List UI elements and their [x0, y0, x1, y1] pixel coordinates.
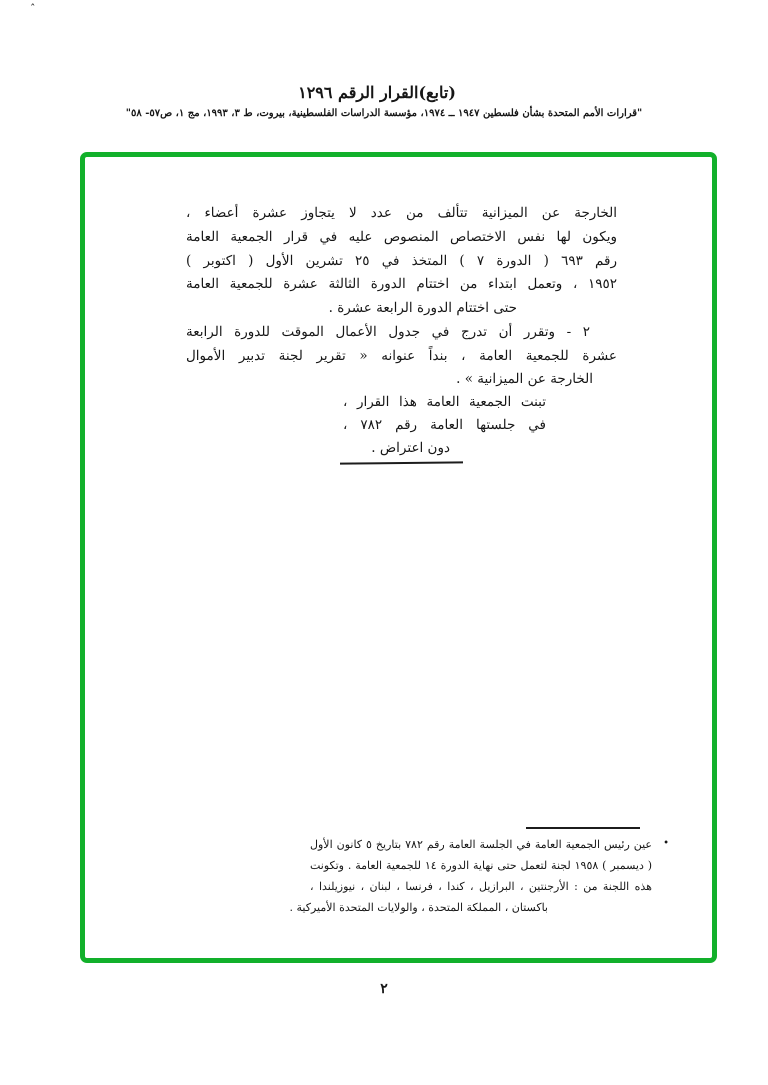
footnote-divider-rule — [526, 827, 640, 829]
body-line: عشرة للجمعية العامة ، بنداً عنوانه « تقرير لجنة تدبير الأموال — [186, 348, 617, 364]
adoption-line: في جلستها العامة رقم ٧٨٢ ، — [343, 417, 546, 433]
footnote-line: ( ديسمبر ) ١٩٥٨ لجنة لتعمل حتى نهاية الدورة ١٤ للجمعية العامة . وتكونت — [310, 859, 653, 872]
body-line: حتى اختتام الدورة الرابعة عشرة . — [328, 300, 517, 316]
page-number: ٢ — [380, 981, 388, 997]
adoption-line: دون اعتراض . — [371, 440, 450, 456]
adoption-line: تبنت الجمعية العامة هذا القرار ، — [343, 394, 546, 410]
body-line: ٢ - وتقرر أن تدرج في جدول الأعمال الموقت للدورة الرابعة — [186, 324, 590, 340]
footnote-line: هذه اللجنة من : الأرجنتين ، البرازيل ، كندا ، فرنسا ، لبنان ، نيوزيلندا ، — [310, 880, 652, 893]
citation-line: "قرارات الأمم المتحدة بشأن فلسطين ١٩٤٧ ــ ١٩٧٤، مؤسسة الدراسات الفلسطينية، بيروت، ط ٣، ١٩٩٣، مج ١، ص٥٧- ٥٨" — [125, 108, 643, 119]
body-line: ويكون لها نفس الاختصاص المنصوص عليه في قرار الجمعية العامة — [186, 229, 617, 245]
body-line: الخارجة عن الميزانية تتألف من عدد لا يتجاوز عشرة أعضاء ، — [186, 205, 617, 221]
body-line: رقم ٦٩٣ ( الدورة ٧ ) المتخذ في ٢٥ تشرين الأول ( اكتوبر ) — [186, 253, 618, 269]
body-line: ١٩٥٢ ، وتعمل ابتداء من اختتام الدورة الثالثة عشرة للجمعية العامة — [186, 276, 617, 292]
body-line: الخارجة عن الميزانية » . — [456, 371, 593, 387]
scan-artifact: ˆ — [30, 2, 36, 15]
footnote-line: عين رئيس الجمعية العامة في الجلسة العامة رقم ٧٨٢ بتاريخ ٥ كانون الأول — [310, 838, 652, 851]
page-title: (تابع)القرار الرقم ١٢٩٦ — [298, 83, 456, 102]
footnote-marker-icon: • — [663, 838, 669, 849]
footnote-line: باكستان ، المملكة المتحدة ، والولايات المتحدة الأميركية . — [289, 901, 548, 914]
